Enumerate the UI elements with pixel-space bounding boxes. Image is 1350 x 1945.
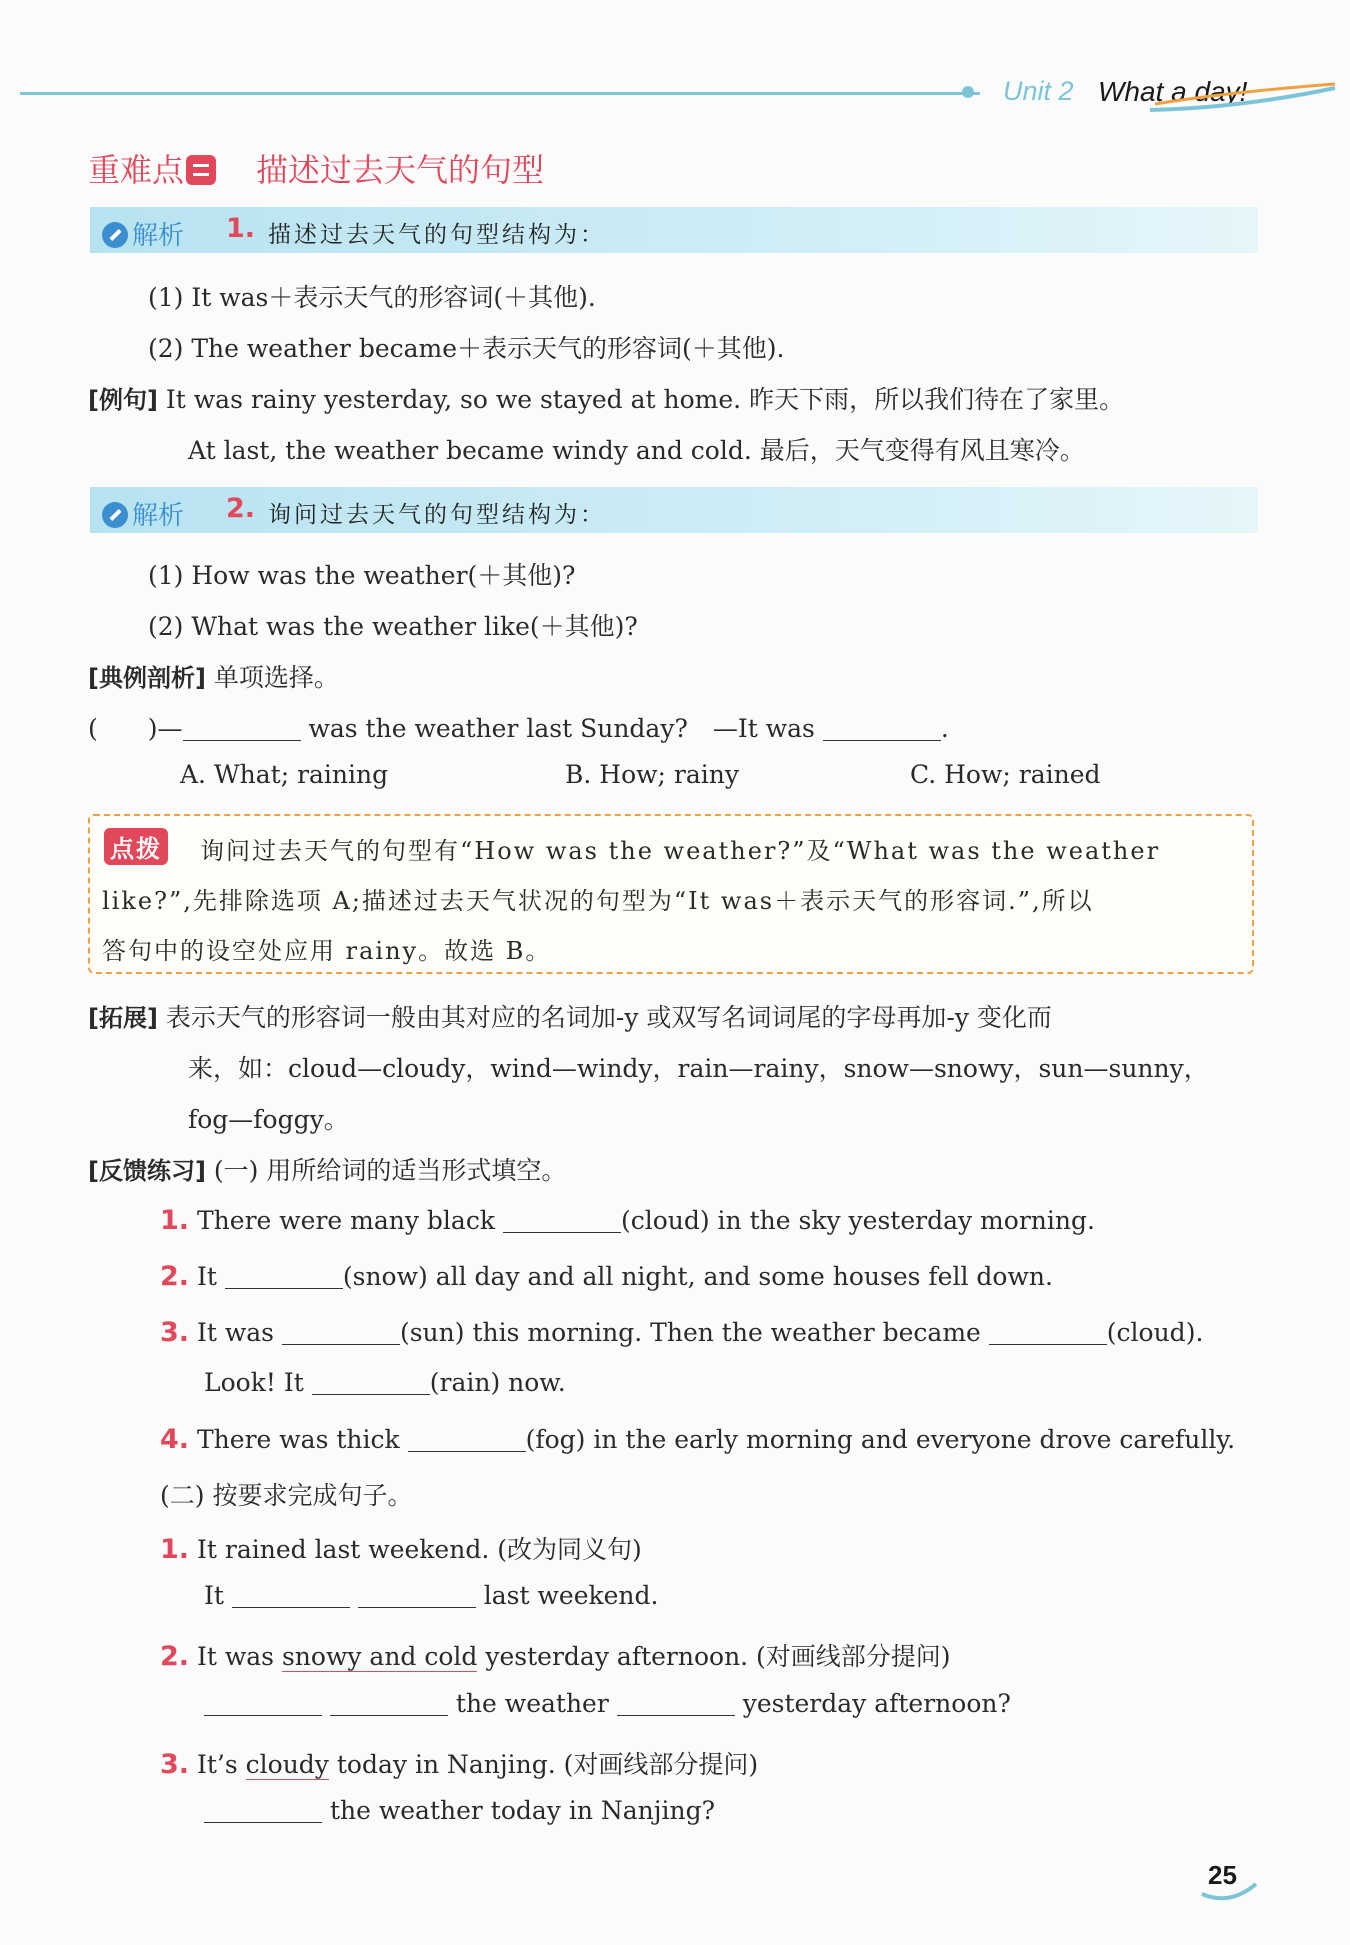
rewrite-answer-3: the weather today in Nanjing?	[204, 1796, 715, 1825]
rewrite-question-2: 2. It was snowy and cold yesterday afternoon. (对画线部分提问)	[160, 1641, 951, 1672]
fill-question-1: 1. There were many black (cloud) in the sky yesterday morning.	[160, 1205, 1095, 1236]
answer-blank[interactable]	[204, 1798, 322, 1823]
section-number-two-icon	[186, 155, 216, 185]
rewrite-answer-1: It last weekend.	[204, 1581, 659, 1610]
section-heading: 描述过去天气的句型	[256, 151, 545, 189]
answer-blank[interactable]	[330, 1691, 448, 1716]
extend-line-1: [拓展] 表示天气的形容词一般由其对应的名词加-y 或双写名词词尾的字母再加-y 变化而	[88, 1003, 1052, 1032]
unit-title: What a day!	[1098, 76, 1248, 107]
tip-line-3: 答句中的设空处应用 rainy。故选 B。	[102, 937, 552, 965]
answer-blank[interactable]	[617, 1691, 735, 1716]
analysis-title: 描述过去天气的句型结构为：	[268, 222, 606, 248]
header-swoosh-icon	[1150, 78, 1340, 118]
extend-line-3: fog—foggy。	[188, 1105, 349, 1134]
fill-question-3: 3. It was (sun) this morning. Then the weather became (cloud).	[160, 1317, 1204, 1348]
pen-icon	[102, 222, 128, 248]
analysis-number: 1.	[226, 213, 256, 244]
option-c: C. How; rained	[910, 760, 1101, 789]
answer-blank[interactable]	[282, 1320, 400, 1345]
page-swoosh-icon	[1200, 1880, 1260, 1910]
answer-blank[interactable]	[408, 1427, 526, 1452]
analysis2-item-1: (1) How was the weather(＋其他)?	[148, 561, 576, 590]
example-line-2: At last, the weather became windy and cold. 最后，天气变得有风且寒冷。	[188, 436, 1085, 465]
extend-line-2: 来，如：cloud—cloudy，wind—windy，rain—rainy，snow—snowy，sun—sunny，	[188, 1054, 1209, 1083]
analysis-band-2	[90, 487, 1258, 533]
section-label: 重难点	[88, 151, 185, 189]
typical-question: ( )— was the weather last Sunday? —It was .	[88, 714, 949, 743]
example-tag: [例句]	[88, 386, 158, 414]
section-title	[88, 145, 544, 191]
tip-line-1: 询问过去天气的句型有“How was the weather?”及“What was the weather	[200, 837, 1161, 865]
underlined-phrase: cloudy	[245, 1750, 329, 1779]
analysis-title: 询问过去天气的句型结构为：	[268, 502, 606, 528]
answer-blank[interactable]	[183, 716, 301, 741]
rewrite-question-3: 3. It’s cloudy today in Nanjing. (对画线部分提问)	[160, 1749, 759, 1780]
fill-question-2: 2. It (snow) all day and all night, and some houses fell down.	[160, 1261, 1053, 1292]
tip-label: 点拨	[104, 828, 168, 865]
option-b: B. How; rainy	[565, 760, 739, 789]
tip-line-2: like?”,先排除选项 A;描述过去天气状况的句型为“It was＋表示天气的形容词.”,所以	[102, 887, 1094, 915]
fill-question-3-cont: Look! It (rain) now.	[204, 1368, 566, 1397]
typical-heading: [典例剖析] 单项选择。	[88, 663, 339, 692]
unit-label: Unit 2	[1003, 76, 1074, 106]
analysis1-item-1: (1) It was＋表示天气的形容词(＋其他).	[148, 283, 596, 312]
analysis-band-1	[90, 207, 1258, 253]
analysis2-item-2: (2) What was the weather like(＋其他)?	[148, 612, 638, 641]
pen-icon	[102, 502, 128, 528]
header-dot	[962, 86, 974, 98]
rewrite-question-1: 1. It rained last weekend. (改为同义句)	[160, 1534, 642, 1565]
example-line-1: [例句] It was rainy yesterday, so we stayed at home. 昨天下雨，所以我们待在了家里。	[88, 385, 1125, 414]
tip-box	[88, 814, 1254, 974]
page-number: 25	[1208, 1860, 1237, 1890]
answer-blank[interactable]	[232, 1583, 350, 1608]
header-rule	[20, 92, 980, 95]
answer-blank[interactable]	[204, 1691, 322, 1716]
analysis-label: 解析	[102, 215, 184, 252]
feedback-part2-heading: (二) 按要求完成句子。	[160, 1481, 413, 1510]
analysis1-item-2: (2) The weather became＋表示天气的形容词(＋其他).	[148, 334, 785, 363]
answer-blank[interactable]	[358, 1583, 476, 1608]
answer-blank[interactable]	[225, 1264, 343, 1289]
answer-blank[interactable]	[989, 1320, 1107, 1345]
answer-blank[interactable]	[312, 1370, 430, 1395]
fill-question-4: 4. There was thick (fog) in the early morning and everyone drove carefully.	[160, 1424, 1236, 1455]
answer-blank[interactable]	[503, 1208, 621, 1233]
underlined-phrase: snowy and cold	[281, 1642, 478, 1671]
analysis-label: 解析	[102, 495, 184, 532]
analysis-number: 2.	[226, 493, 256, 524]
rewrite-answer-2: the weather yesterday afternoon?	[204, 1689, 1011, 1718]
feedback-heading: [反馈练习] (一) 用所给词的适当形式填空。	[88, 1156, 567, 1185]
option-a: A. What; raining	[180, 760, 389, 789]
answer-blank[interactable]	[823, 716, 941, 741]
